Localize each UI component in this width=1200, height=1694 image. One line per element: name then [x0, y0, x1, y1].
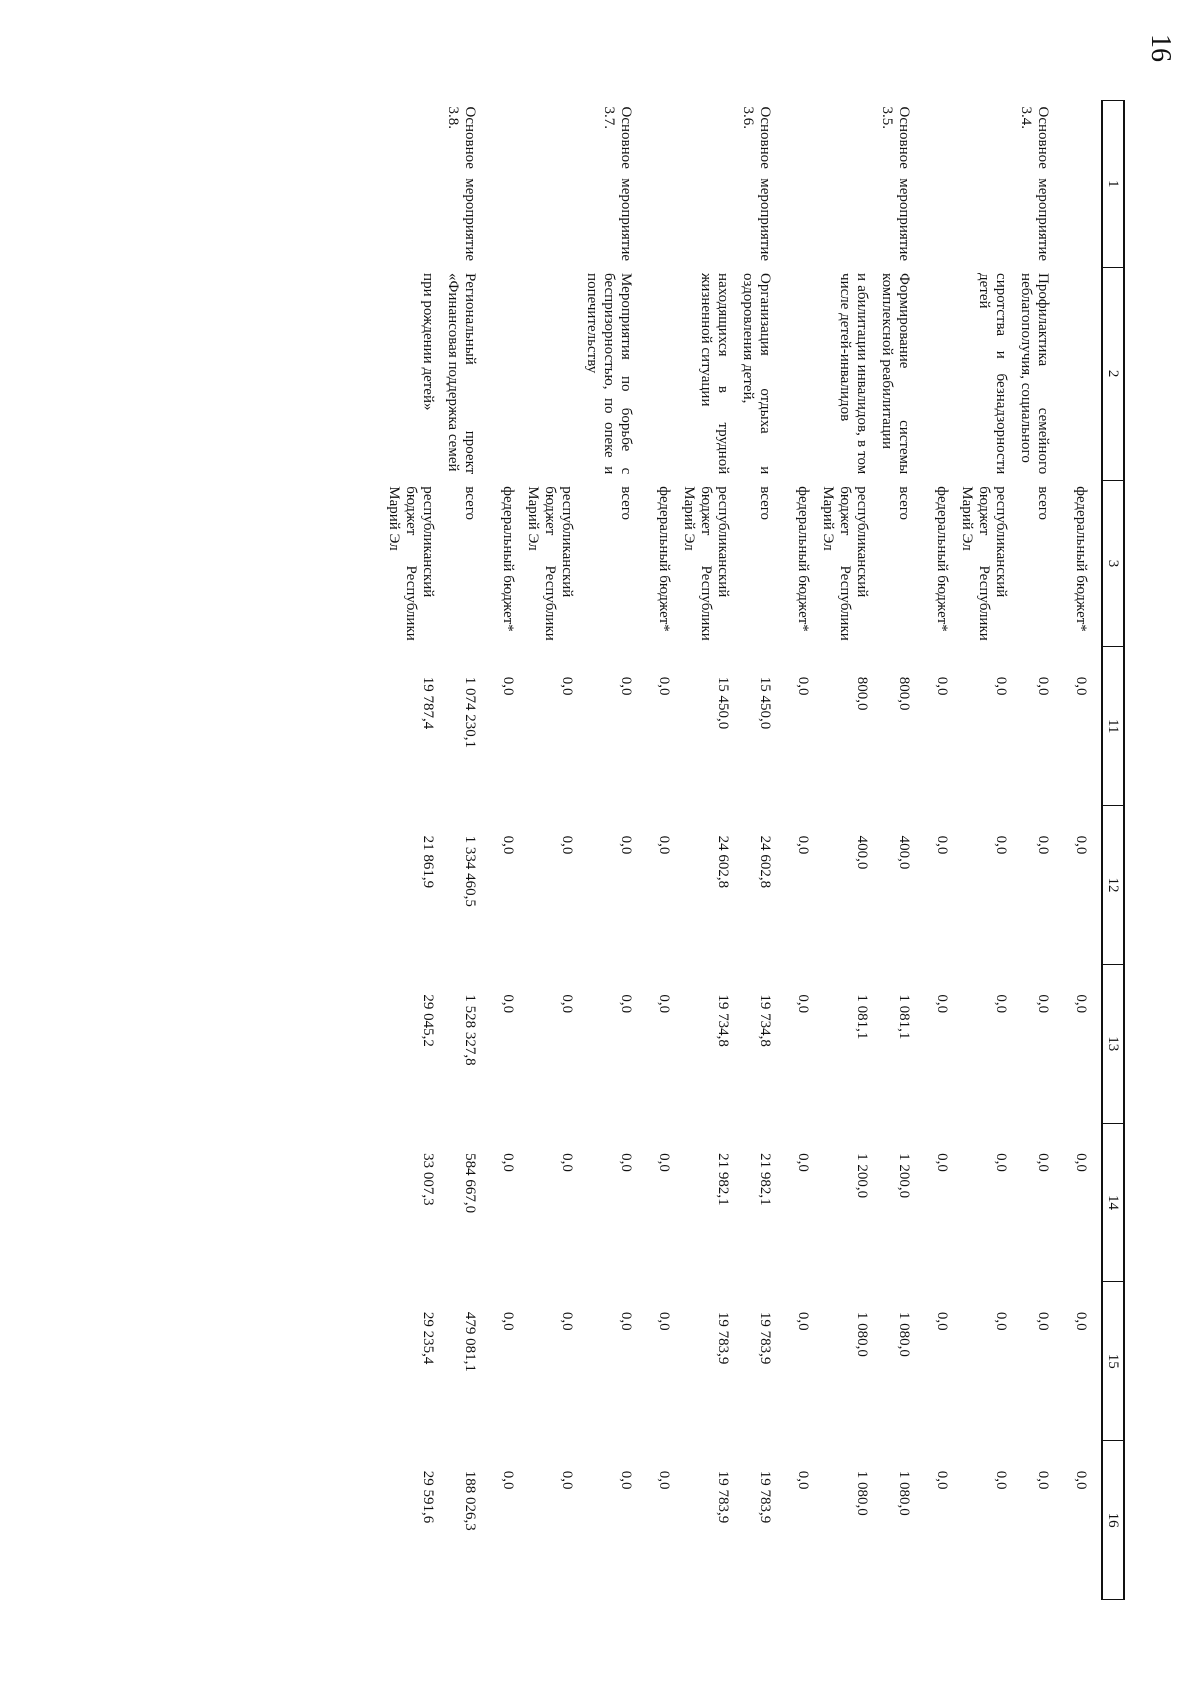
- event-name-cell: Основное мероприятие 3.8.: [445, 106, 478, 262]
- value-cell: 0,0: [500, 1470, 516, 1490]
- value-cell: 188 026,3: [462, 1470, 478, 1531]
- table-row: [520, 101, 579, 1600]
- table-row: [874, 101, 916, 1600]
- value-cell: 0,0: [1035, 994, 1051, 1014]
- event-name-cell: Основное мероприятие 3.5.: [879, 106, 912, 262]
- column-header-11: 11: [1102, 647, 1124, 806]
- value-cell: 1 080,0: [896, 1470, 912, 1516]
- value-cell: 400,0: [854, 835, 870, 870]
- value-cell: 0,0: [795, 676, 811, 696]
- event-description-cell: при рождении детей»: [420, 273, 436, 411]
- table-row: [916, 101, 954, 1600]
- value-cell: 0,0: [795, 994, 811, 1014]
- value-cell: 19 787,4: [420, 676, 436, 730]
- value-cell: 15 450,0: [715, 676, 731, 730]
- funding-source-cell: всего: [618, 486, 634, 521]
- value-cell: 0,0: [1073, 1311, 1089, 1331]
- event-description-cell: Мероприятия по борьбе с беспризорностью, по опеке и попечительству: [584, 273, 634, 475]
- value-cell: 1 074 230,1: [462, 676, 478, 749]
- value-cell: 0,0: [1073, 835, 1089, 855]
- value-cell: 0,0: [934, 676, 950, 696]
- table-row: [638, 101, 676, 1600]
- event-name-cell: [381, 101, 440, 268]
- value-cell: 19 783,9: [757, 1311, 773, 1365]
- table-body: [381, 101, 1102, 1600]
- event-description-cell: и абилитации инвалидов, в том числе детей-инвалидов: [837, 273, 870, 475]
- column-header-2: 2: [1102, 267, 1124, 480]
- value-cell: 1 200,0: [854, 1153, 870, 1199]
- funding-source-cell: республиканский бюджет Республики Марий Эл: [525, 486, 575, 641]
- value-cell: 0,0: [934, 1153, 950, 1172]
- value-cell: 0,0: [656, 1311, 672, 1331]
- value-cell: 0,0: [993, 1470, 1009, 1490]
- value-cell: 15 450,0: [757, 676, 773, 730]
- value-cell: 24 602,8: [715, 835, 731, 889]
- value-cell: 0,0: [500, 676, 516, 696]
- value-cell: 0,0: [656, 1153, 672, 1172]
- event-description-cell: [482, 267, 520, 480]
- value-cell: 0,0: [795, 1311, 811, 1331]
- column-header-14: 14: [1102, 1123, 1124, 1282]
- column-header-16: 16: [1102, 1441, 1124, 1600]
- event-description-cell: [916, 267, 954, 480]
- value-cell: 0,0: [1035, 1470, 1051, 1490]
- value-cell: 0,0: [934, 1470, 950, 1490]
- value-cell: 0,0: [993, 835, 1009, 855]
- value-cell: 479 081,1: [462, 1311, 478, 1372]
- value-cell: 0,0: [1035, 835, 1051, 855]
- table-header: [1102, 101, 1124, 1600]
- value-cell: 0,0: [1073, 1470, 1089, 1490]
- value-cell: 0,0: [500, 1311, 516, 1331]
- value-cell: 0,0: [934, 1311, 950, 1331]
- value-cell: 1 081,1: [854, 994, 870, 1040]
- value-cell: 0,0: [656, 1470, 672, 1490]
- funding-source-cell: республиканский бюджет Республики Марий Эл: [959, 486, 1009, 641]
- funding-source-cell: федеральный бюджет*: [500, 486, 516, 632]
- value-cell: 1 334 460,5: [462, 835, 478, 907]
- value-cell: 19 734,8: [757, 994, 773, 1047]
- value-cell: 0,0: [559, 835, 575, 855]
- table-row: [1055, 101, 1102, 1600]
- event-name-cell: Основное мероприятие 3.7.: [601, 106, 634, 262]
- value-cell: 0,0: [993, 1153, 1009, 1172]
- value-cell: 0,0: [934, 835, 950, 855]
- value-cell: 0,0: [795, 1153, 811, 1172]
- event-name-cell: [954, 101, 1013, 268]
- event-description-cell: Организация отдыха и оздоровления детей,: [740, 273, 773, 475]
- event-name-cell: [676, 101, 735, 268]
- event-name-cell: [1055, 101, 1102, 268]
- value-cell: 0,0: [1073, 1153, 1089, 1172]
- value-cell: 0,0: [618, 835, 634, 855]
- funding-source-cell: республиканский бюджет Республики Марий Эл: [681, 486, 731, 641]
- value-cell: 21 982,1: [757, 1153, 773, 1206]
- value-cell: 0,0: [618, 676, 634, 696]
- value-cell: 1 080,0: [896, 1311, 912, 1357]
- column-header-3: 3: [1102, 480, 1124, 647]
- event-name-cell: [777, 101, 815, 268]
- table-row: [777, 101, 815, 1600]
- budget-table: [381, 100, 1125, 1600]
- event-description-cell: [1055, 267, 1102, 480]
- event-name-cell: [815, 101, 874, 268]
- value-cell: 0,0: [656, 676, 672, 696]
- page-number: 16: [1145, 34, 1176, 62]
- table-row: [676, 101, 735, 1600]
- table-row: [1013, 101, 1055, 1600]
- value-cell: 21 861,9: [420, 835, 436, 889]
- event-description-cell: сиротства и безнадзорности детей: [976, 273, 1009, 475]
- value-cell: 29 591,6: [420, 1470, 436, 1524]
- event-description-cell: [638, 267, 676, 480]
- table-row: [381, 101, 440, 1600]
- value-cell: 0,0: [993, 994, 1009, 1014]
- value-cell: 400,0: [896, 835, 912, 870]
- value-cell: 0,0: [795, 1470, 811, 1490]
- event-name-cell: [520, 101, 579, 268]
- value-cell: 21 982,1: [715, 1153, 731, 1206]
- column-header-12: 12: [1102, 806, 1124, 965]
- funding-source-cell: федеральный бюджет*: [656, 486, 672, 632]
- value-cell: 0,0: [1035, 1311, 1051, 1331]
- value-cell: 29 235,4: [420, 1311, 436, 1365]
- event-description-cell: [520, 267, 579, 480]
- value-cell: 1 528 327,8: [462, 994, 478, 1066]
- value-cell: 0,0: [1073, 676, 1089, 696]
- funding-source-cell: всего: [1035, 486, 1051, 521]
- funding-source-cell: федеральный бюджет*: [1073, 486, 1089, 632]
- value-cell: 0,0: [1035, 676, 1051, 696]
- funding-source-cell: федеральный бюджет*: [795, 486, 811, 632]
- event-description-cell: Формирование системы комплексной реабилитации: [879, 273, 912, 475]
- value-cell: 800,0: [896, 676, 912, 711]
- funding-source-cell: федеральный бюджет*: [934, 486, 950, 632]
- value-cell: 1 080,0: [854, 1311, 870, 1357]
- event-description-cell: Профилактика семейного неблагополучия, социального: [1018, 273, 1051, 475]
- value-cell: 584 667,0: [462, 1153, 478, 1214]
- value-cell: 0,0: [559, 676, 575, 696]
- value-cell: 0,0: [618, 1311, 634, 1331]
- table-row: [482, 101, 520, 1600]
- value-cell: 0,0: [656, 835, 672, 855]
- value-cell: 1 200,0: [896, 1153, 912, 1199]
- value-cell: 0,0: [559, 1311, 575, 1331]
- event-description-cell: находящихся в трудной жизненной ситуации: [698, 273, 731, 475]
- funding-source-cell: республиканский бюджет Республики Марий Эл: [820, 486, 870, 641]
- value-cell: 0,0: [993, 1311, 1009, 1331]
- value-cell: 0,0: [618, 994, 634, 1014]
- table-row: [579, 101, 638, 1600]
- value-cell: 0,0: [618, 1153, 634, 1172]
- column-header-13: 13: [1102, 964, 1124, 1123]
- value-cell: 0,0: [500, 1153, 516, 1172]
- value-cell: 0,0: [559, 1153, 575, 1172]
- value-cell: 0,0: [795, 835, 811, 855]
- value-cell: 19 783,9: [715, 1470, 731, 1524]
- rotated-table-container: [125, 100, 1125, 1600]
- event-name-cell: [916, 101, 954, 268]
- value-cell: 0,0: [1073, 994, 1089, 1014]
- value-cell: 19 783,9: [715, 1311, 731, 1365]
- value-cell: 0,0: [656, 994, 672, 1014]
- value-cell: 0,0: [618, 1470, 634, 1490]
- event-description-cell: [777, 267, 815, 480]
- value-cell: 0,0: [993, 676, 1009, 696]
- funding-source-cell: всего: [896, 486, 912, 521]
- funding-source-cell: республиканский бюджет Республики Марий Эл: [386, 486, 436, 641]
- value-cell: 0,0: [559, 994, 575, 1014]
- value-cell: 19 734,8: [715, 994, 731, 1047]
- value-cell: 24 602,8: [757, 835, 773, 889]
- value-cell: 19 783,9: [757, 1470, 773, 1524]
- value-cell: 800,0: [854, 676, 870, 711]
- value-cell: 29 045,2: [420, 994, 436, 1047]
- header-row: [1102, 101, 1124, 1600]
- table-row: [815, 101, 874, 1600]
- table-row: [440, 101, 482, 1600]
- value-cell: 33 007,3: [420, 1153, 436, 1206]
- column-header-15: 15: [1102, 1282, 1124, 1441]
- event-name-cell: [638, 101, 676, 268]
- event-name-cell: [482, 101, 520, 268]
- event-name-cell: Основное мероприятие 3.6.: [740, 106, 773, 262]
- funding-source-cell: всего: [757, 486, 773, 521]
- funding-source-cell: всего: [462, 486, 478, 521]
- value-cell: 0,0: [500, 835, 516, 855]
- value-cell: 0,0: [500, 994, 516, 1014]
- column-header-1: 1: [1102, 101, 1124, 268]
- table-row: [954, 101, 1013, 1600]
- value-cell: 1 080,0: [854, 1470, 870, 1516]
- event-name-cell: Основное мероприятие 3.4.: [1018, 106, 1051, 262]
- value-cell: 1 081,1: [896, 994, 912, 1040]
- table-row: [735, 101, 777, 1600]
- value-cell: 0,0: [1035, 1153, 1051, 1172]
- event-description-cell: Региональный проект «Финансовая поддержка семей: [445, 273, 478, 475]
- value-cell: 0,0: [559, 1470, 575, 1490]
- value-cell: 0,0: [934, 994, 950, 1014]
